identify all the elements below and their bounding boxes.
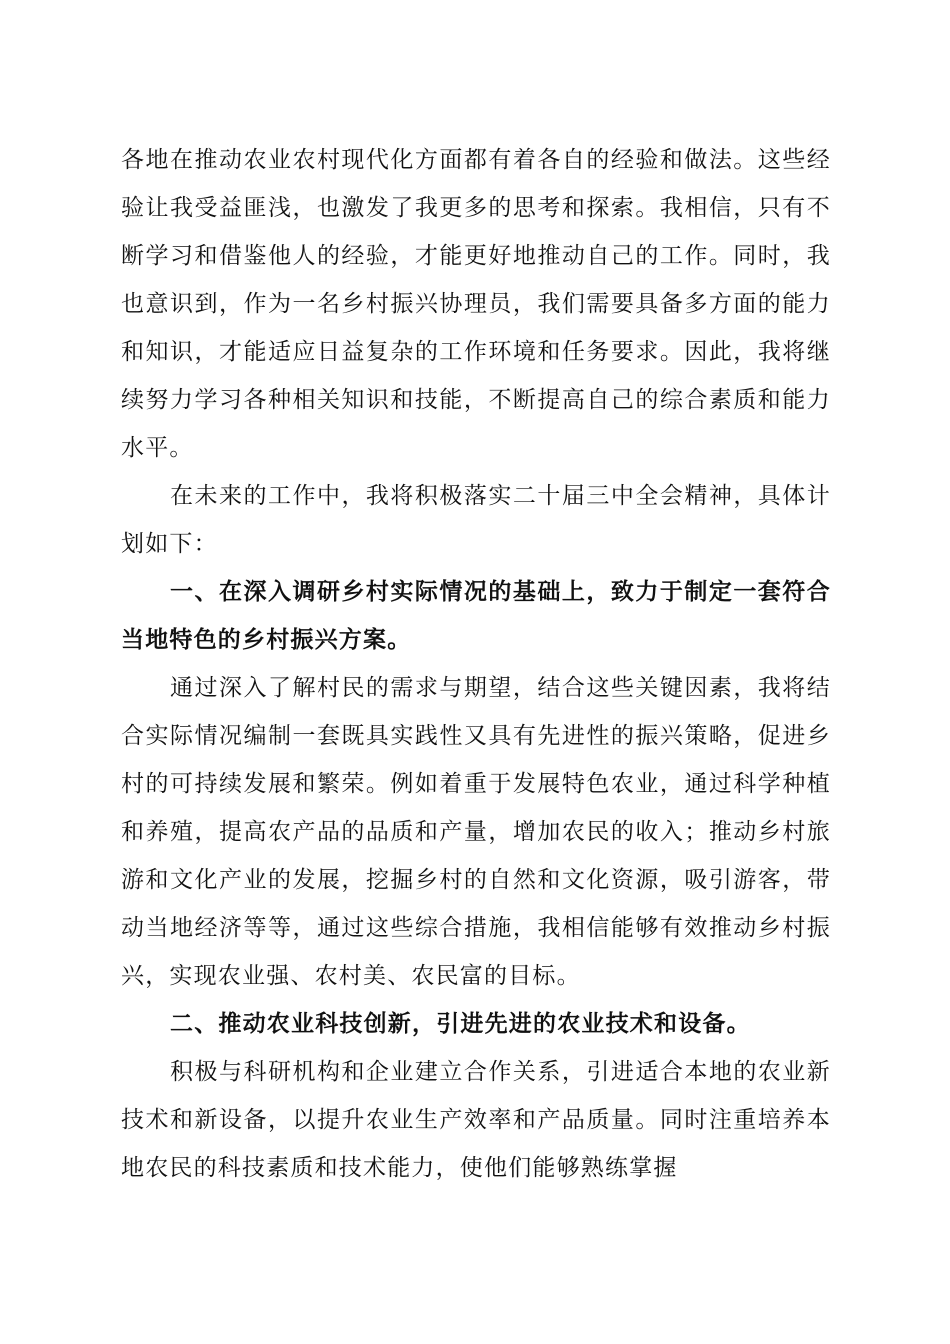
- heading-plan-one: 一、在深入调研乡村实际情况的基础上，致力于制定一套符合当地特色的乡村振兴方案。: [121, 579, 831, 653]
- heading-plan-two: 二、推动农业科技创新，引进先进的农业技术和设备。: [170, 1011, 751, 1037]
- document-body: [121, 136, 831, 1192]
- paragraph-future-plan-intro: 在未来的工作中，我将积极落实二十届三中全会精神，具体计划如下：: [121, 483, 831, 557]
- paragraph-plan-two-details: 积极与科研机构和企业建立合作关系，引进适合本地的农业新技术和新设备，以提升农业生产效率和产品质量。同时注重培养本地农民的科技素质和技术能力，使他们能够熟练掌握: [121, 1059, 831, 1181]
- paragraph-plan-one-details: 通过深入了解村民的需求与期望，结合这些关键因素，我将结合实际情况编制一套既具实践性又具有先进性的振兴策略，促进乡村的可持续发展和繁荣。例如着重于发展特色农业，通过科学种植和养殖，提高农产品的品质和产量，增加农民的收入；推动乡村旅游和文化产业的发展，挖掘乡村的自然和文化资源，吸引游客，带动当地经济等等，通过这些综合措施，我相信能够有效推动乡村振兴，实现农业强、农村美、农民富的目标。: [121, 675, 831, 989]
- paragraph-experience-summary: 各地在推动农业农村现代化方面都有着各自的经验和做法。这些经验让我受益匪浅，也激发了我更多的思考和探索。我相信，只有不断学习和借鉴他人的经验，才能更好地推动自己的工作。同时，我也意识到，作为一名乡村振兴协理员，我们需要具备多方面的能力和知识，才能适应日益复杂的工作环境和任务要求。因此，我将继续努力学习各种相关知识和技能，不断提高自己的综合素质和能力水平。: [121, 147, 831, 461]
